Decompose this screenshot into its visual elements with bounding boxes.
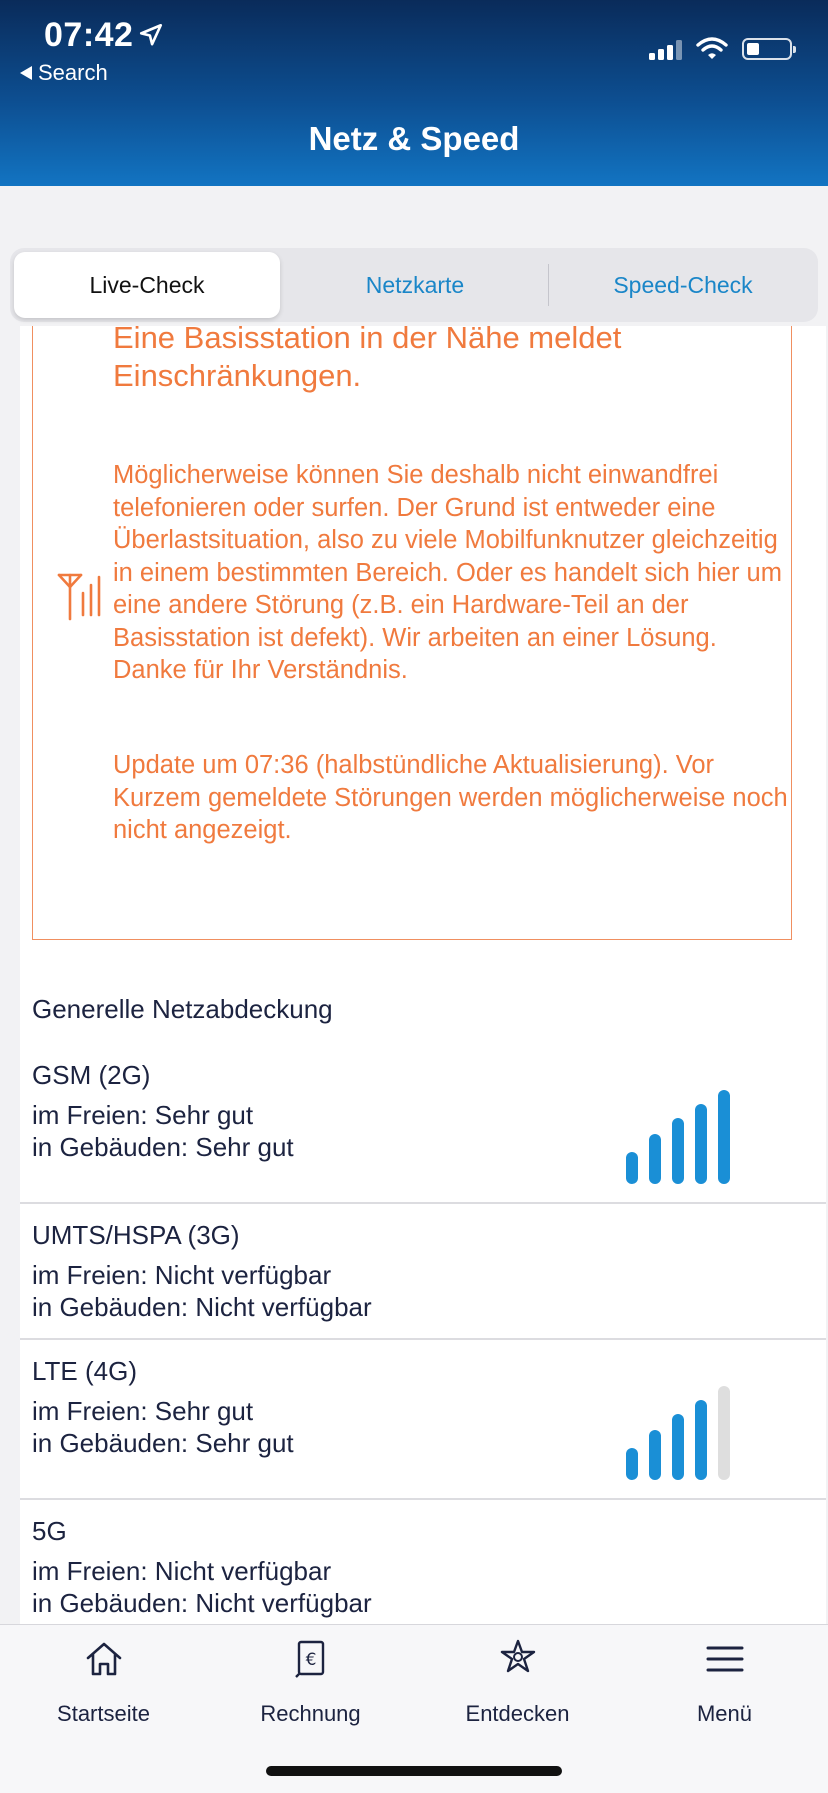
segment-divider xyxy=(548,264,549,306)
signal-bar xyxy=(649,1134,661,1184)
tab-label: Rechnung xyxy=(260,1701,361,1726)
signal-strength-indicator xyxy=(626,1090,730,1184)
signal-bar xyxy=(649,1430,661,1480)
home-icon xyxy=(82,1637,126,1681)
cell-tower-icon xyxy=(57,569,105,625)
signal-bar xyxy=(695,1104,707,1184)
warning-update-note: Update um 07:36 (halbstündliche Aktualisierung). Vor Kurzem gemeldete Störungen werden möglicherweise noch nicht angezeigt. xyxy=(113,751,788,844)
coverage-heading: Generelle Netzabdeckung xyxy=(32,994,333,1024)
network-outdoor: im Freien: Nicht verfügbar xyxy=(32,1260,332,1290)
network-name: 5G xyxy=(32,1516,67,1546)
tab-startseite[interactable] xyxy=(0,1637,207,1727)
home-indicator xyxy=(266,1766,562,1776)
network-name: GSM (2G) xyxy=(32,1060,151,1090)
tab-label: Startseite xyxy=(57,1701,150,1726)
wifi-icon xyxy=(696,36,728,60)
tab-live-check[interactable]: Live-Check xyxy=(14,252,280,318)
warning-description: Möglicherweise können Sie deshalb nicht einwandfrei telefonieren oder surfen. Der Grund ist entweder eine Überlastsituation, also zu viele Mobilfunknutzer gleichzeitig in einem bestimmten Bereich. Oder es handelt sich hier um eine andere Störung (z.B. ein Hardware-Teil an der Basisstation ist defekt). Wir arbeiten an einer Lösung. Danke für Ihr Verständnis. xyxy=(113,461,782,684)
signal-bar xyxy=(718,1386,730,1480)
back-arrow-icon xyxy=(20,66,32,80)
signal-bar xyxy=(626,1152,638,1184)
row-divider xyxy=(20,1202,826,1204)
signal-bar xyxy=(695,1400,707,1480)
tab-label: Menü xyxy=(696,1701,753,1726)
page-title: Netz & Speed xyxy=(308,120,520,157)
network-name: LTE (4G) xyxy=(32,1356,137,1386)
status-time: 07:42 xyxy=(44,16,134,54)
network-outdoor: im Freien: Sehr gut xyxy=(32,1100,254,1130)
location-arrow-icon xyxy=(138,22,164,48)
warning-title: Eine Basisstation in der Nähe meldet Einschränkungen. xyxy=(113,326,622,393)
network-outdoor: im Freien: Nicht verfügbar xyxy=(32,1556,332,1586)
signal-bar xyxy=(718,1090,730,1184)
live-check-content[interactable] xyxy=(20,326,826,1624)
tab-rechnung[interactable] xyxy=(207,1637,414,1727)
star-badge-icon xyxy=(496,1637,540,1681)
hamburger-menu-icon xyxy=(703,1637,747,1681)
outage-warning-box xyxy=(32,326,792,940)
network-indoor: in Gebäuden: Sehr gut xyxy=(32,1428,294,1458)
network-row-gsm xyxy=(20,1060,826,1210)
cellular-signal-icon xyxy=(649,38,682,60)
back-to-search-button[interactable] xyxy=(20,60,108,86)
tab-menu[interactable] xyxy=(621,1637,828,1727)
network-name: UMTS/HSPA (3G) xyxy=(32,1220,240,1250)
network-row-5g xyxy=(20,1516,826,1624)
network-indoor: in Gebäuden: Nicht verfügbar xyxy=(32,1292,372,1322)
signal-bar xyxy=(626,1448,638,1480)
network-outdoor: im Freien: Sehr gut xyxy=(32,1396,254,1426)
app-header xyxy=(0,0,828,186)
network-indoor: in Gebäuden: Nicht verfügbar xyxy=(32,1588,372,1618)
row-divider xyxy=(20,1498,826,1500)
row-divider xyxy=(20,1338,826,1340)
invoice-euro-icon xyxy=(289,1637,333,1681)
signal-bar xyxy=(672,1118,684,1184)
tab-speed-check[interactable]: Speed-Check xyxy=(613,271,753,298)
network-indoor: in Gebäuden: Sehr gut xyxy=(32,1132,294,1162)
signal-bar xyxy=(672,1414,684,1480)
status-indicators xyxy=(649,36,792,60)
tab-netzkarte[interactable]: Netzkarte xyxy=(365,271,465,298)
segmented-control xyxy=(10,248,818,322)
signal-strength-indicator xyxy=(626,1386,730,1480)
battery-icon xyxy=(742,38,792,60)
back-label: Search xyxy=(38,60,108,85)
network-row-lte xyxy=(20,1356,826,1506)
tab-label: Entdecken xyxy=(465,1701,570,1726)
svg-text:€: € xyxy=(305,1650,316,1670)
tab-entdecken[interactable] xyxy=(414,1637,621,1727)
